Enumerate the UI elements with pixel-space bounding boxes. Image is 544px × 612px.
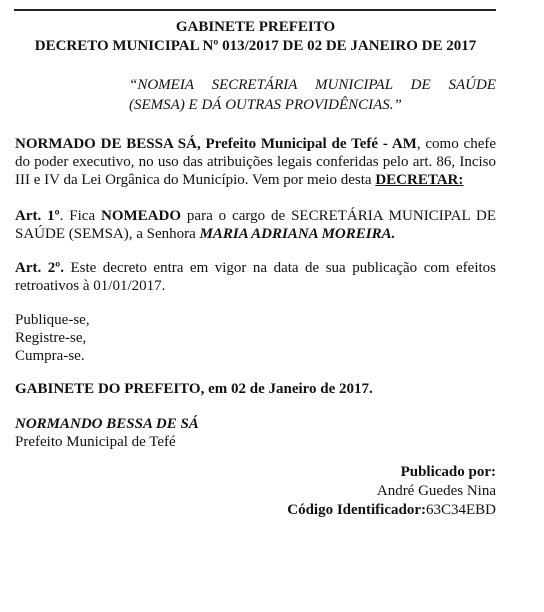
closing-publique: Publique-se, [15,312,90,328]
closing-registre: Registre-se, [15,330,87,346]
article-2-text: Este decreto entra em vigor na data de sua publicação com efeitos retroativos à 01/01/2017. [15,260,497,294]
gabinete-date-line: GABINETE DO PREFEITO, em 02 de Janeiro de 2017. [15,381,373,397]
preamble-paragraph [15,135,496,189]
appointee-name: MARIA ADRIANA MOREIRA. [199,226,396,242]
signatory-name: NORMANDO BESSA DE SÁ [15,416,199,432]
article-1-text-a: . Fica [59,208,102,224]
publisher-name: André Guedes Nina [376,483,496,499]
article-2 [15,259,496,295]
article-1 [15,207,496,243]
identifier-line [15,501,496,520]
mayor-name: NORMADO DE BESSA SÁ, Prefeito Municipal de Tefé - AM [15,136,417,152]
document-header [15,18,496,56]
identifier-code: 63C34EBD [425,502,496,518]
closing-cumpra: Cumpra-se. [15,348,85,364]
article-2-label: Art. 2º. [15,260,64,276]
decretar-word: DECRETAR: [375,172,464,188]
published-by-label: Publicado por: [400,464,496,480]
identifier-label: Código Identificador: [287,502,426,518]
nomeado-word: NOMEADO [101,208,182,224]
signature-block [15,415,496,451]
top-rule [14,9,496,11]
header-decree-title: DECRETO MUNICIPAL Nº 013/2017 DE 02 DE JANEIRO DE 2017 [34,38,477,54]
closing-formula [15,311,496,365]
decree-document [15,18,496,520]
article-1-label: Art. 1º [15,208,60,224]
preamble-text: , como chefe do poder executivo, no uso das atribuições legais conferidas pelo art. 86, Inciso III e IV da Lei Orgânica do Município. Vem por meio desta [15,136,497,188]
article-1-text-b: para o cargo de SECRETÁRIA MUNICIPAL DE SAÚDE (SEMSA), a Senhora [15,208,496,242]
decree-summary: “NOMEIA SECRETÁRIA MUNICIPAL DE SAÚDE (SEMSA) E DÁ OUTRAS PROVIDÊNCIAS.” [129,77,496,113]
publication-block [15,463,496,520]
signatory-role: Prefeito Municipal de Tefé [15,434,176,450]
header-office: GABINETE PREFEITO [175,19,336,35]
